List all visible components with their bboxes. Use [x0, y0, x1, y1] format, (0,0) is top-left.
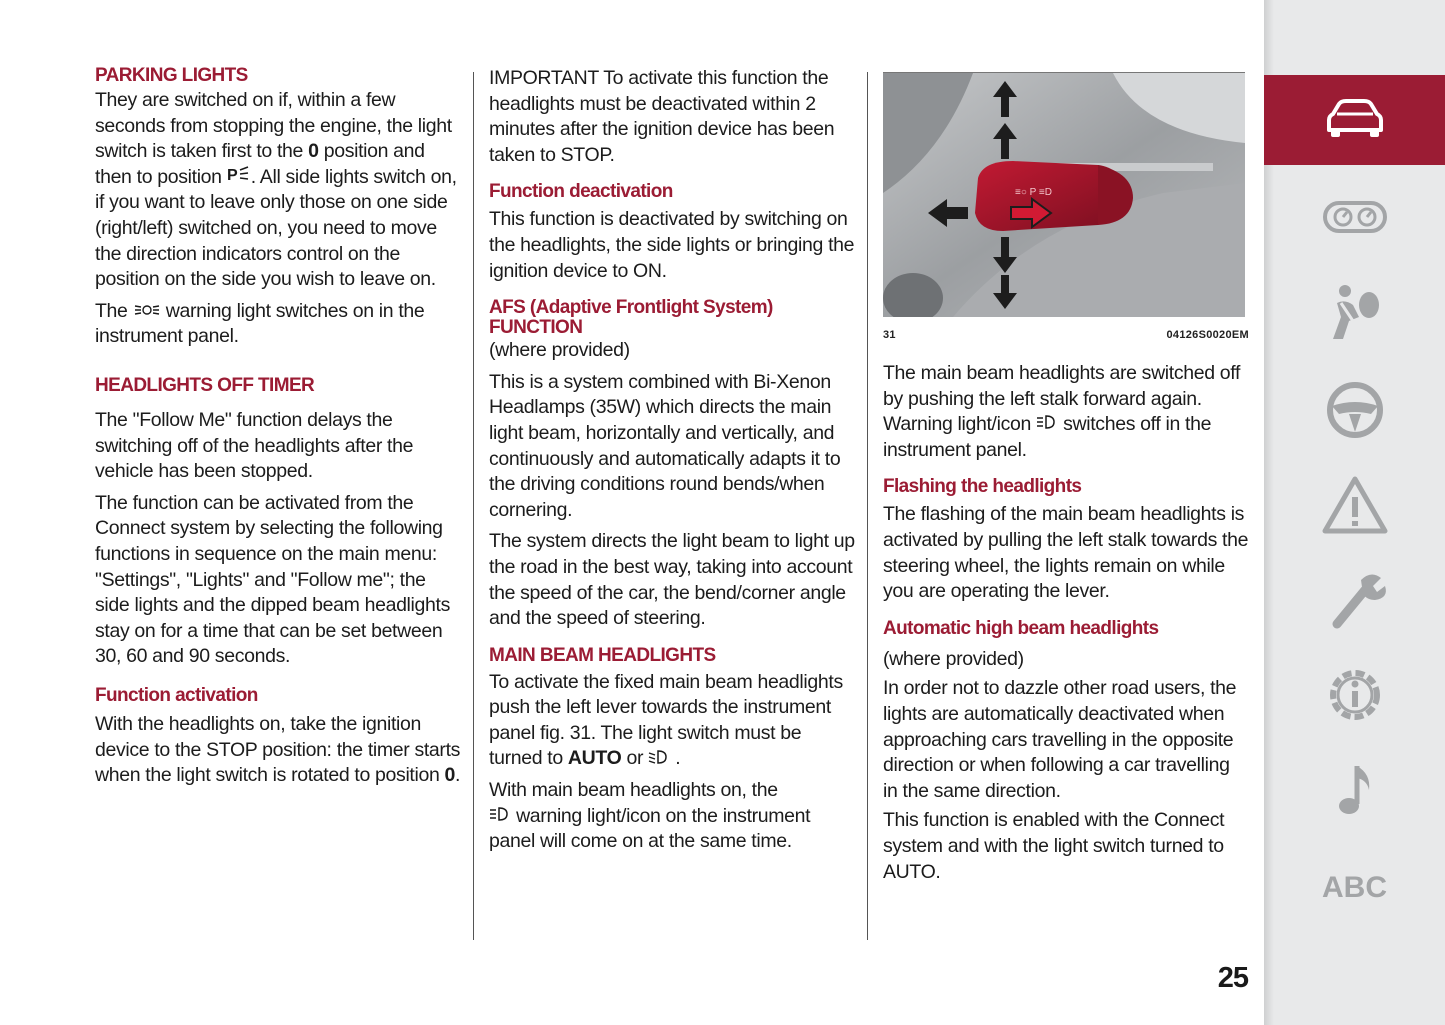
figure-code: 04126S0020EM: [1166, 329, 1249, 341]
main-beam-text-b: With main beam headlights on, the: [489, 779, 778, 802]
music-note-icon: [1319, 760, 1391, 820]
wrench-icon: [1319, 570, 1391, 630]
main-beam-off-text-a: The main beam headlights are switched off by pushing the left stalk forward again. Warning light/icon: [883, 362, 1241, 436]
parking-light-symbol-icon: [227, 165, 251, 191]
figure-31-light-stalk: [883, 72, 1245, 317]
dipped-beam-symbol-icon: [648, 747, 670, 773]
parking-text-a: They are switched on if, within a few seconds from stopping the engine, the light switch is taken first to the: [95, 89, 452, 163]
svg-text:≡○ P ≡D: ≡○ P ≡D: [1015, 187, 1052, 198]
side-light-text-b: warning light switches on in the instrument panel.: [95, 299, 425, 348]
airbag-icon: [1319, 283, 1391, 343]
position-zero-symbol-2: 0: [444, 764, 456, 787]
auto-high-beam-where-provided: (where provided): [883, 647, 1024, 670]
flashing-paragraph: The flashing of the main beam headlights is activated by pulling the left stalk towards the steering wheel, the lights remain on while you are operating the lever.: [883, 503, 1249, 603]
flashing-headlights-heading: Flashing the headlights: [883, 476, 1082, 498]
main-beam-paragraph-2: [489, 778, 855, 855]
main-beam-heading: MAIN BEAM HEADLIGHTS: [489, 644, 716, 666]
tab-emergency[interactable]: [1264, 460, 1445, 550]
tab-driving[interactable]: [1264, 365, 1445, 455]
column-right: [883, 70, 1249, 885]
auto-high-beam-heading: Automatic high beam headlights: [883, 617, 1159, 639]
svg-text:P: P: [226, 166, 238, 183]
tab-index[interactable]: [1264, 843, 1445, 933]
afs-heading-line1: AFS (Adaptive Frontlight System): [489, 297, 773, 319]
function-deactivation-heading: Function deactivation: [489, 181, 673, 203]
auto-high-beam-paragraph-2: This function is enabled with the Connect system and with the light switch turned to AUTO.: [883, 809, 1225, 883]
steering-wheel-icon: [1319, 380, 1391, 440]
warning-triangle-icon: [1319, 475, 1391, 535]
main-beam-text-c: warning light/icon on the instrument panel will come on at the same time.: [489, 804, 811, 853]
auto-high-beam-paragraph-1: In order not to dazzle other road users, the lights are automatically deactivated when approaching cars travelling in the opposite direction or when following a car travelling in the same direction.: [883, 677, 1237, 802]
column-middle: [489, 66, 855, 855]
activation-text: With the headlights on, take the ignition device to the STOP position: the timer starts when the light switch is rotated to position: [95, 712, 461, 787]
afs-paragraph-2: The system directs the light beam to light up the road in the best way, taking into account the speed of the car, the bend/corner angle and the speed of steering.: [489, 530, 855, 630]
side-light-warning-icon: [133, 299, 161, 325]
main-beam-end: .: [675, 747, 681, 770]
info-gear-icon: [1319, 665, 1391, 725]
afs-paragraph-1: This is a system combined with Bi-Xenon Headlamps (35W) which directs the main light beam, horizontally and vertically, and continuously and automatically adapts it to the driving conditions round bends/when cornering.: [489, 370, 841, 521]
activation-end: .: [455, 764, 461, 787]
afs-where-provided: (where provided): [489, 339, 630, 362]
tab-multimedia[interactable]: [1264, 745, 1445, 835]
parking-text-c: . All side lights switch on, if you want to leave only those on one side (right/left) switched on, you need to move the direction indicators control on the position on the side you wish to leave on.: [95, 165, 457, 291]
parking-lights-heading: PARKING LIGHTS: [95, 65, 248, 86]
function-activation-heading: Function activation: [95, 684, 258, 706]
stalk-illustration: [883, 73, 1245, 317]
main-beam-text-a: To activate the fixed main beam headlights push the left lever towards the instrument panel fig. 31. The light switch must be turned to: [489, 670, 843, 770]
headlights-off-timer-heading: HEADLIGHTS OFF TIMER: [95, 375, 315, 397]
main-beam-warning-icon: [489, 804, 511, 830]
car-icon: [1319, 90, 1391, 150]
afs-heading: [489, 298, 855, 338]
main-beam-paragraph-1: [489, 670, 855, 772]
follow-me-paragraph-1: The "Follow Me" function delays the switching off of the headlights after the vehicle has been stopped.: [95, 409, 414, 483]
main-beam-off-text-b: switches off in the instrument panel.: [883, 413, 1212, 461]
page-number: 25: [1217, 962, 1248, 994]
column-divider-1: [473, 72, 474, 940]
function-deactivation-paragraph: This function is deactivated by switching on the headlights, the side lights or bringing the ignition device to ON.: [489, 208, 855, 282]
tab-dashboard[interactable]: [1264, 172, 1445, 262]
main-beam-off-paragraph: [883, 361, 1249, 463]
tab-servicing[interactable]: [1264, 555, 1445, 645]
tab-car[interactable]: [1264, 75, 1445, 165]
column-divider-2: [867, 72, 868, 940]
parking-lights-paragraph: [95, 88, 461, 293]
afs-heading-line2: FUNCTION: [489, 317, 583, 339]
side-light-warning-paragraph: [95, 299, 461, 350]
side-light-text-a: The: [95, 299, 128, 322]
index-abc-label: ABC: [1322, 871, 1387, 904]
follow-me-paragraph-2: The function can be activated from the Connect system by selecting the following functions in sequence on the main menu: "Settings", "Lights" and "Follow me"; the side lights and the dipped beam headlights stay on for a time that can be set between 30, 60 and 90 seconds.: [95, 491, 450, 668]
main-beam-or: or: [626, 747, 644, 770]
function-activation-paragraph: [95, 712, 461, 789]
parking-text-b: position and then to position: [95, 140, 425, 188]
tab-safety[interactable]: [1264, 268, 1445, 358]
figure-number: 31: [883, 329, 896, 341]
dashboard-icon: [1319, 187, 1391, 247]
figure-caption: [883, 329, 1249, 341]
column-left: [95, 66, 461, 789]
important-note: IMPORTANT To activate this function the headlights must be deactivated within 2 minutes after the ignition device has been taken to STOP.: [489, 67, 835, 166]
position-zero-symbol: 0: [308, 140, 319, 163]
tab-technical-data[interactable]: [1264, 650, 1445, 740]
auto-position-label: AUTO: [567, 747, 622, 770]
main-beam-icon: [1036, 412, 1058, 438]
